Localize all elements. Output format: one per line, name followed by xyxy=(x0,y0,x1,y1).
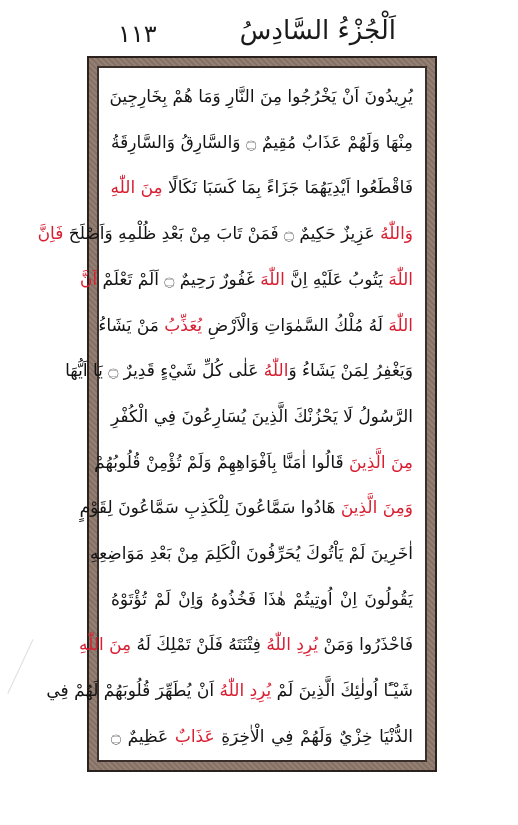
verse-line xyxy=(111,130,413,156)
verse-text: غَفُورٌ رَحِيمٌ ۝ اَلَمْ تَعْلَمْ xyxy=(97,269,261,290)
verse-text: مِنْهَا وَلَهُمْ عَذَابٌ مُقِيمٌ ۝ وَالسَّارِقُ وَالسَّارِقَةُ xyxy=(111,132,413,153)
verse-line xyxy=(111,724,413,750)
verse-line xyxy=(111,587,413,613)
verse-line xyxy=(37,221,413,247)
highlighted-word: وَمِنَ الَّذِينَ xyxy=(340,498,413,519)
verse-line xyxy=(79,632,413,658)
highlighted-word: يُرِدِ اللّٰهُ xyxy=(219,681,272,702)
verse-text: فِتْنَتَهُ فَلَنْ تَمْلِكَ لَهُ xyxy=(131,635,267,656)
verse-text: عَزِيزٌ حَكِيمٌ ۝ فَمَنْ تَابَ مِنْ بَعْدِ ظُلْمِهِ وَاَصْلَحَ xyxy=(63,224,381,245)
page-number: ١١٣ xyxy=(118,20,157,48)
verse-line xyxy=(79,495,413,521)
verse-text: الرَّسُولُ لَا يَحْزُنْكَ الَّذِينَ يُسَارِعُونَ فِي الْكُفْرِ xyxy=(111,406,413,427)
verse-line xyxy=(89,541,413,567)
verse-text: يُرِيدُونَ اَنْ يَخْرُجُوا مِنَ النَّارِ وَمَا هُمْ بِخَارِجِينَ xyxy=(109,87,413,107)
juz-title: اَلْجُزْءُ السَّادِسُ xyxy=(239,16,396,46)
highlighted-word: فَاِنَّ xyxy=(37,224,64,245)
verse-text: شَيْـًٔا اُولٰئِكَ الَّذِينَ لَمْ xyxy=(271,681,413,702)
highlighted-word: وَاللّٰهُ xyxy=(380,224,413,245)
verse-line xyxy=(79,267,413,293)
verse-line xyxy=(111,175,413,201)
highlighted-word: عَذَابٌ xyxy=(174,726,215,747)
verse-text: الدُّنْيَا خِزْيٌ وَلَهُمْ فِي الْاٰخِرَةِ xyxy=(214,726,413,747)
verse-text: وَيَغْفِرُ لِمَنْ يَشَاءُ وَ xyxy=(288,361,413,382)
verse-text: قَالُوا اٰمَنَّا بِاَفْوَاهِهِمْ وَلَمْ تُؤْمِنْ قُلُوبُهُمْ xyxy=(94,452,350,473)
verse-text: لَهُ مُلْكُ السَّمٰوَاتِ وَالْاَرْضِ xyxy=(202,315,389,336)
verse-text: مَنْ يَشَاءُ xyxy=(98,315,165,336)
verse-line xyxy=(94,450,413,476)
verse-text: عَظِيمٌ ۝ xyxy=(111,726,175,747)
highlighted-word: اَنَّ xyxy=(79,269,98,290)
verse-text: يَقُولُونَ اِنْ اُوتِيتُمْ هٰذَا فَخُذُوهُ وَاِنْ لَمْ تُؤْتَوْهُ xyxy=(111,589,413,610)
verse-line xyxy=(111,84,413,110)
verse-line xyxy=(98,313,413,339)
verse-text: فَاحْذَرُوا وَمَنْ xyxy=(318,635,413,656)
verse-text: اَنْ يُطَهِّرَ قُلُوبَهُمْ لَهُمْ فِي xyxy=(46,681,220,702)
highlighted-word: مِنَ الَّذِينَ xyxy=(349,452,413,473)
verse-text: يَتُوبُ عَلَيْهِ اِنَّ xyxy=(284,269,389,290)
ornamental-page-frame xyxy=(37,56,437,772)
verse-text: فَاقْطَعُوا اَيْدِيَهُمَا جَزَاءً بِمَا كَسَبَا نَكَالًا xyxy=(162,178,413,199)
verse-text: اٰخَرِينَ لَمْ يَاْتُوكَ يُحَرِّفُونَ الْكَلِمَ مِنْ بَعْدِ مَوَاضِعِهِ xyxy=(89,544,413,565)
verse-line xyxy=(46,678,413,704)
verse-text: عَلٰى كُلِّ شَيْءٍ قَدِيرٌ ۝ يَا اَيُّهَا xyxy=(65,361,264,382)
verse-text-block xyxy=(37,84,413,750)
highlighted-word: يُرِدِ اللّٰهُ xyxy=(266,635,319,656)
verse-text: هَادُوا سَمَّاعُونَ لِلْكَذِبِ سَمَّاعُونَ لِقَوْمٍ xyxy=(79,498,341,519)
highlighted-word: اللّٰهُ xyxy=(263,361,289,382)
text-panel xyxy=(37,66,427,762)
highlighted-word: يُعَذِّبُ xyxy=(164,315,203,336)
verse-line xyxy=(111,404,413,430)
verse-line xyxy=(65,358,413,384)
highlighted-word: اللّٰهَ xyxy=(260,269,285,290)
highlighted-word: اللّٰهَ xyxy=(388,269,413,290)
page-header xyxy=(96,14,436,54)
highlighted-word: اللّٰهَ xyxy=(388,315,413,336)
highlighted-word: مِنَ اللّٰهِ xyxy=(110,178,163,199)
highlighted-word: مِنَ اللّٰهِ xyxy=(79,635,132,656)
